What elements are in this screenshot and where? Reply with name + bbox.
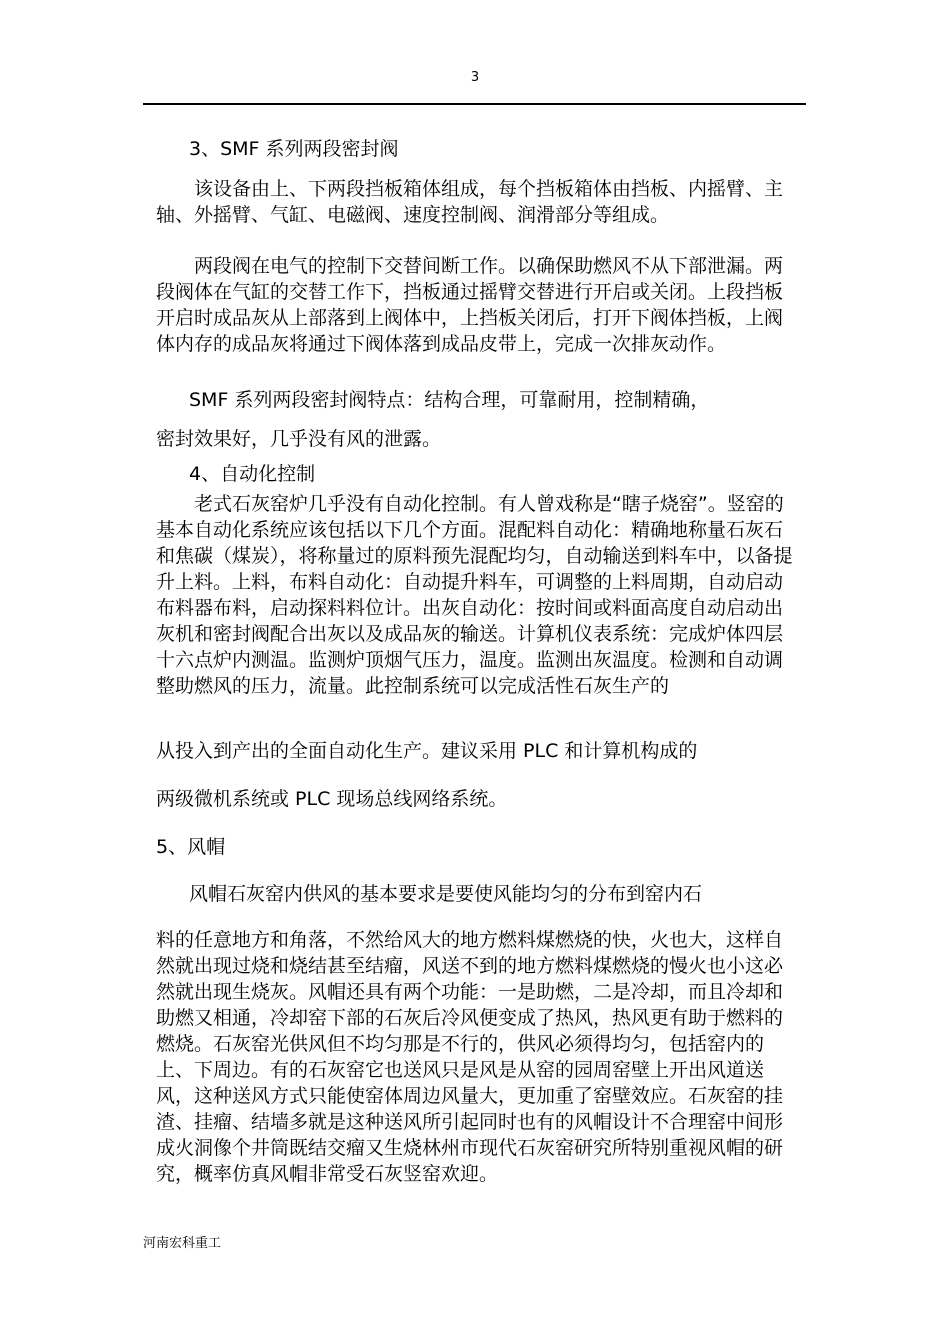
section-3-paragraph-3-continued: 密封效果好，几乎没有风的泄露。 (156, 428, 442, 450)
section-5-heading: 5、风帽 (156, 836, 226, 858)
section-4-paragraph-1: 老式石灰窑炉几乎没有自动化控制。有人曾戏称是“瞎子烧窑”。竖窑的基本自动化系统应该包括以下几个方面。混配料自动化：精确地称量石灰石和焦碳（煤炭），将称量过的原料预先混配均匀，自动输送到料车中，以备提升上料。上料，布料自动化：自动提升料车，可调整的上料周期，自动启动布料器布料，启动探料料位计。出灰自动化：按时间或料面高度自动启动出灰机和密封阀配合出灰以及成品灰的输送。计算机仪表系统：完成炉体四层十六点炉内测温。监测炉顶烟气压力，温度。监测出灰温度。检测和自动调整助燃风的压力，流量。此控制系统可以完成活性石灰生产的 (156, 493, 793, 697)
section-3-heading: 3、SMF 系列两段密封阀 (189, 138, 399, 160)
header-rule (143, 103, 806, 105)
footer-company-name: 河南宏科重工 (143, 1236, 222, 1251)
section-3-paragraph-1: 该设备由上、下两段挡板箱体组成，每个挡板箱体由挡板、内摇臂、主轴、外摇臂、气缸、电磁阀、速度控制阀、润滑部分等组成。 (156, 178, 784, 226)
section-4-paragraph-1-continued: 从投入到产出的全面自动化生产。建议采用 PLC 和计算机构成的 (156, 740, 698, 762)
page-number: 3 (470, 70, 480, 85)
section-5-paragraph-1: 风帽石灰窑内供风的基本要求是要使风能均匀的分布到窑内石 (189, 883, 703, 905)
section-4-paragraph-1-end: 两级微机系统或 PLC 现场总线网络系统。 (156, 788, 508, 810)
section-4-heading: 4、自动化控制 (189, 463, 316, 485)
section-3-paragraph-2: 两段阀在电气的控制下交替间断工作。以确保助燃风不从下部泄漏。两段阀体在气缸的交替工作下，挡板通过摇臂交替进行开启或关闭。上段挡板开启时成品灰从上部落到上阀体中，上挡板关闭后，打开下阀体挡板，上阀体内存的成品灰将通过下阀体落到成品皮带上，完成一次排灰动作。 (156, 255, 784, 355)
section-5-paragraph-1-continued: 料的任意地方和角落，不然给风大的地方燃料煤燃烧的快，火也大，这样自然就出现过烧和烧结甚至结瘤，风送不到的地方燃料煤燃烧的慢火也小这必然就出现生烧灰。风帽还具有两个功能：一是助燃，二是冷却，而且冷却和助燃又相通，冷却窑下部的石灰后冷风便变成了热风，热风更有助于燃料的燃烧。石灰窑光供风但不均匀那是不行的，供风必须得均匀，包括窑内的上、下周边。有的石灰窑它也送风只是风是从窑的园周窑壁上开出风道送风，这种送风方式只能使窑体周边风量大，更加重了窑壁效应。石灰窑的挂渣、挂瘤、结墙多就是这种送风所引起同时也有的风帽设计不合理窑中间形成火洞像个井筒既结交瘤又生烧林州市现代石灰窑研究所特别重视风帽的研究，概率仿真风帽非常受石灰竖窑欢迎。 (156, 929, 784, 1185)
section-3-paragraph-3: SMF 系列两段密封阀特点：结构合理，可靠耐用，控制精确， (189, 389, 710, 411)
